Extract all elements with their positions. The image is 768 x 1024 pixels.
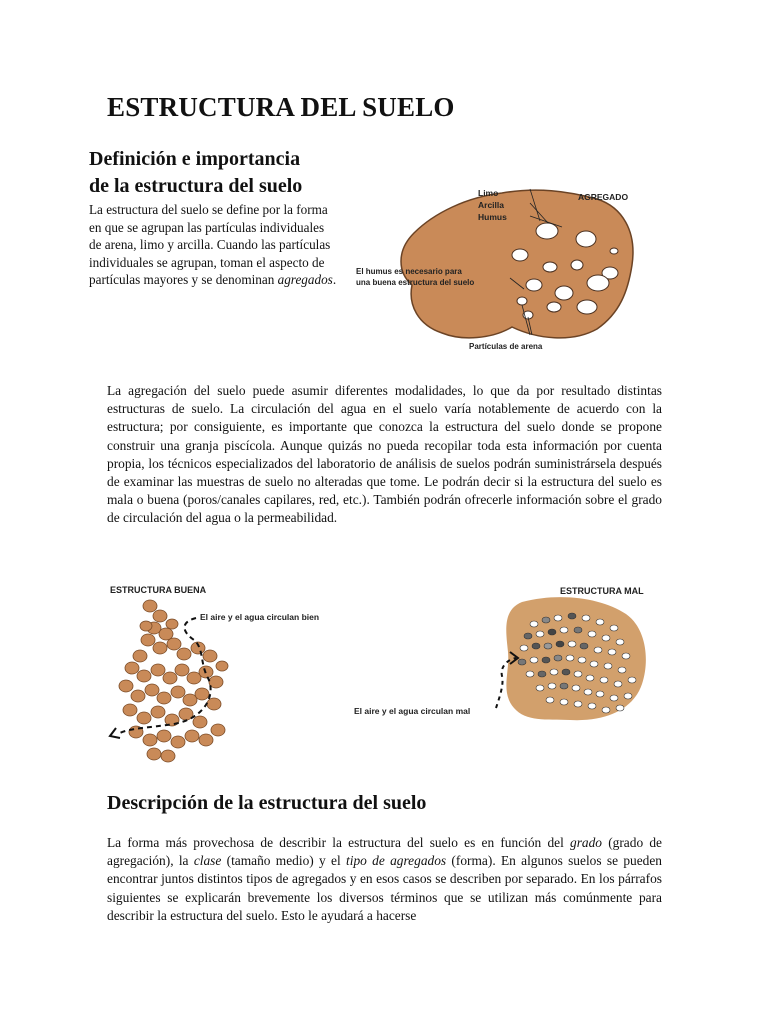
description-heading: Descripción de la estructura del suelo [107, 792, 427, 814]
page-title: ESTRUCTURA DEL SUELO [107, 92, 455, 122]
bad-structure-label: ESTRUCTURA MAL [560, 586, 644, 596]
label-agregado: AGREGADO [578, 192, 629, 202]
description-text-4: (forma). En algunos suelos se pueden encontrar juntos distintos tipos de agregados y en esos casos se describen por separado. En los párrafos siguientes se explicarán brevemente los diversos términos que se utilizan más comúnmente para describir la estructura del suelo. Esto le ayudará a hacerse [107, 853, 662, 923]
paragraph-aggregation: La agregación del suelo puede asumir diferentes modalidades, lo que da por resultado distintas estructuras de suelo. La circulación del agua en el suelo varía notablemente de acuerdo con la estructura; por consiguiente, es importante que conozca la estructura del suelo donde se propone construir una granja piscícola. Aunque quizás no pueda recopilar toda esta información por cuenta propia, los técnicos especializados del laboratorio de análisis de suelos podrán suministrársela después de examinar las muestras de suelo no alteradas que tome. Le podrán decir si la estructura del suelo es mala o buena (poros/canales capilares, red, etc.). También podrán ofrecerle información sobre el grado de circulación del agua o la permeabilidad. [107, 383, 662, 526]
good-arrow-head [110, 728, 120, 738]
aggregate-blob [401, 190, 633, 338]
description-text-1: La forma más provechosa de describir la estructura del suelo es en función del [107, 835, 570, 850]
definition-text-part: La estructura del suelo se define por la forma en que se agrupan las partículas individuales de arena, limo y arcilla. Cuando las partículas individuales se agrupan, toman el aspecto de partículas mayores y se denominan [89, 202, 331, 288]
label-humus: Humus [478, 212, 507, 222]
term-tipo-agregados: tipo de agregados [346, 853, 447, 869]
label-humus-note-line2: una buena estructura del suelo [356, 278, 475, 287]
definition-emphasis: agregados [277, 272, 333, 288]
label-limo: Limo [478, 188, 499, 198]
bad-structure-note: El aire y el agua circulan mal [354, 706, 471, 716]
good-structure-figure [104, 578, 344, 768]
good-structure-label: ESTRUCTURA BUENA [110, 585, 207, 595]
aggregate-figure [352, 183, 642, 355]
label-arena: Partículas de arena [469, 342, 543, 351]
definition-text [89, 201, 339, 289]
bad-structure-figure [350, 580, 650, 725]
crumb-aggregates [119, 600, 228, 762]
term-grado: grado [570, 835, 602, 850]
label-arcilla: Arcilla [478, 200, 504, 210]
good-structure-note: El aire y el agua circulan bien [200, 612, 320, 622]
description-text-2: (grado de agregación), la [107, 835, 662, 869]
term-clase: clase [193, 853, 222, 869]
definition-heading [89, 146, 349, 200]
definition-heading-line2: de la estructura del suelo [89, 175, 303, 197]
definition-text-end: . [332, 272, 337, 288]
definition-heading-line1: Definición e importancia [89, 148, 301, 170]
label-humus-note-line1: El humus es necesario para [356, 267, 462, 276]
description-text-3: (tamaño medio) y el [221, 853, 346, 869]
paragraph-description [107, 834, 662, 925]
